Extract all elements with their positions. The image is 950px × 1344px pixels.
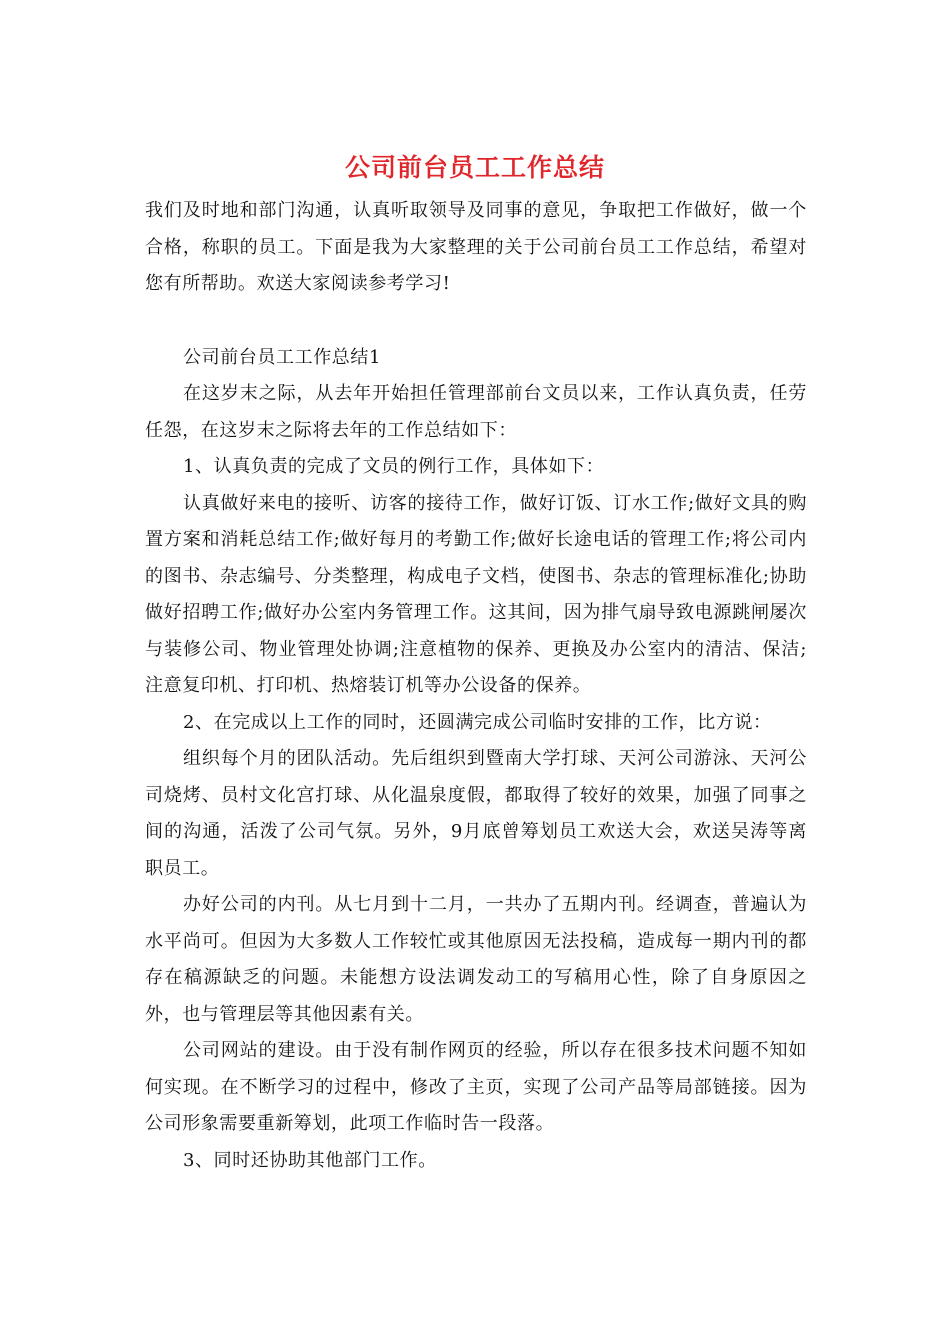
- list-item: 1、认真负责的完成了文员的例行工作，具体如下：: [183, 456, 605, 477]
- body-paragraph: 组织每个月的团队活动。先后组织到暨南大学打球、天河公司游泳、天河公司烧烤、员村文化宫打球、从化温泉度假，都取得了较好的效果，加强了同事之间的沟通，活泼了公司气氛。另外，9月底曾筹划员工欢送大会，欢送吴涛等离职员工。: [145, 748, 807, 879]
- document-body: [145, 193, 807, 1179]
- intro-paragraph: 我们及时地和部门沟通，认真听取领导及同事的意见，争取把工作做好，做一个合格，称职的员工。下面是我为大家整理的关于公司前台员工工作总结，希望对您有所帮助。欢送大家阅读参考学习!: [145, 200, 807, 294]
- list-item: 3、同时还协助其他部门工作。: [183, 1149, 437, 1171]
- body-paragraph: 办好公司的内刊。从七月到十二月，一共办了五期内刊。经调查，普遍认为水平尚可。但因为大多数人工作较忙或其他原因无法投稿，造成每一期内刊的都存在稿源缺乏的问题。未能想方设法调发动工的写稿用心性，除了自身原因之外，也与管理层等其他因素有关。: [145, 894, 807, 1025]
- body-paragraph: 在这岁末之际，从去年开始担任管理部前台文员以来，工作认真负责，任劳任怨，在这岁末之际将去年的工作总结如下：: [145, 383, 807, 441]
- body-paragraph: 认真做好来电的接听、访客的接待工作，做好订饭、订水工作;做好文具的购置方案和消耗总结工作;做好每月的考勤工作;做好长途电话的管理工作;将公司内的图书、杂志编号、分类整理，构成电子文档，使图书、杂志的管理标准化;协助做好招聘工作;做好办公室内务管理工作。这其间，因为排气扇导致电源跳闸屡次与装修公司、物业管理处协调;注意植物的保养、更换及办公室内的清洁、保洁;注意复印机、打印机、热熔装订机等办公设备的保养。: [145, 492, 807, 696]
- list-item: 2、在完成以上工作的同时，还圆满完成公司临时安排的工作，比方说：: [183, 711, 772, 733]
- section-heading: 公司前台员工工作总结1: [183, 346, 382, 368]
- document-title: 公司前台员工工作总结: [344, 153, 605, 182]
- paragraph-spacer: [145, 303, 807, 340]
- body-paragraph: 公司网站的建设。由于没有制作网页的经验，所以存在很多技术问题不知如何实现。在不断学习的过程中，修改了主页，实现了公司产品等局部链接。因为公司形象需要重新筹划，此项工作临时告一段落。: [145, 1040, 807, 1134]
